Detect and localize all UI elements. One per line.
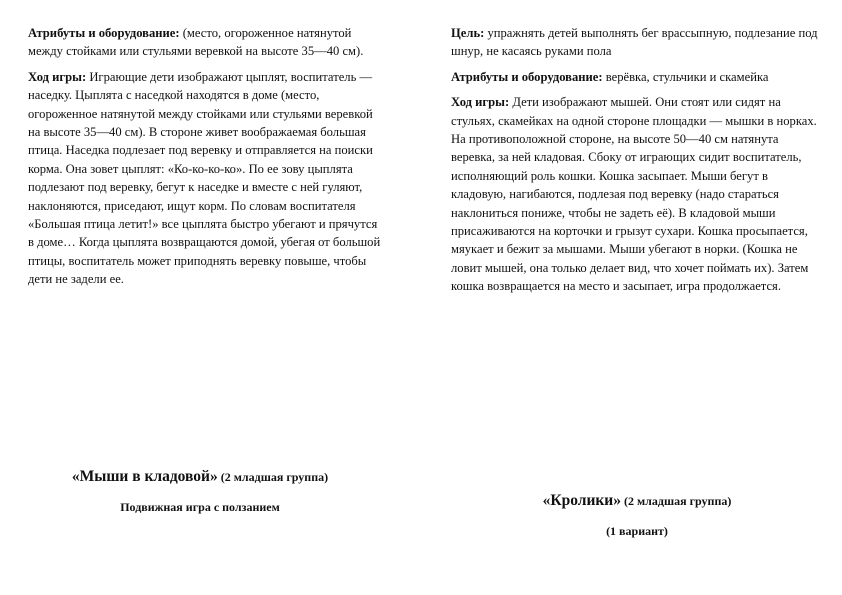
right-goal-label: Цель:	[451, 26, 485, 40]
left-game-group: (2 младшая группа)	[217, 470, 329, 484]
right-goal-paragraph	[451, 24, 819, 61]
right-column	[451, 24, 819, 303]
left-attributes-paragraph	[28, 24, 386, 61]
right-game-paragraph	[451, 93, 819, 295]
right-game-subtitle: (1 вариант)	[606, 524, 668, 538]
left-game-label: Ход игры:	[28, 69, 87, 84]
right-game-label: Ход игры:	[451, 95, 510, 110]
right-attributes-text: верёвка, стульчики и скамейка	[602, 69, 769, 84]
left-game-name: «Мыши в кладовой»	[71, 468, 218, 485]
left-game-text: Играющие дети изображают цыплят, воспитатель — наседку. Цыплята с наседкой находятся в доме (место, огороженное натянутой между стойками или стульями веревкой на высоте 35—40 см). В стороне живет воображаемая большая птица. Наседка подлезает под веревку и отправляется на поиски корма. Она зовет цыплят: «Ко-ко-ко-ко». По ее зову цыплята подлезают под веревку, бегут к наседке и вместе с ней гуляют, наклоняются, приседают, ищут корм. По словам воспитателя «Большая птица летит!» все цыплята быстро убегают и прячутся в доме… Когда цыплята возвращаются домой, убегая от большой птицы, воспитатель может приподнять веревку повыше, чтобы дети не задели ее.	[28, 69, 381, 287]
left-game-subtitle: Подвижная игра с ползанием	[120, 500, 280, 514]
left-attributes-text: (место, огороженное натянутой между стойками или стульями веревкой на высоте 35—40 см).	[28, 26, 364, 59]
left-game-title	[30, 468, 370, 486]
right-game-title	[452, 492, 822, 510]
right-title-block	[452, 492, 822, 539]
right-game-group: (2 младшая группа)	[621, 494, 732, 508]
left-title-block	[30, 468, 370, 515]
left-column	[28, 24, 386, 296]
right-attributes-paragraph	[451, 68, 819, 86]
left-attributes-label: Атрибуты и оборудование:	[28, 26, 180, 40]
right-game-text: Дети изображают мышей. Они стоят или сидят на стульях, скамейках на одной стороне площадки — мышки в норках. На противоположной стороне, на высоте 50—40 см натянута веревка, за ней кладовая. Сбоку от играющих сидит воспитатель, исполняющий роль кошки. Кошка засыпает. Мыши бегут в кладовую, нагибаются, подлезая под веревку (надо стараться наклониться пониже, чтобы не задеть её). В кладовой мыши присаживаются на корточки и грызут сухари. Кошка просыпается, мяукает и бежит за мышами. Мыши убегают в норки. (Кошка не ловит мышей, она только делает вид, что хочет поймать их). Затем кошка возвращается на место и засыпает, игра продолжается.	[451, 95, 817, 294]
right-goal-text: упражнять детей выполнять бег врассыпную, подлезание под шнур, не касаясь руками пола	[451, 26, 818, 59]
left-game-paragraph	[28, 68, 386, 289]
right-game-name: «Кролики»	[542, 492, 621, 509]
right-attributes-label: Атрибуты и оборудование:	[451, 69, 603, 84]
